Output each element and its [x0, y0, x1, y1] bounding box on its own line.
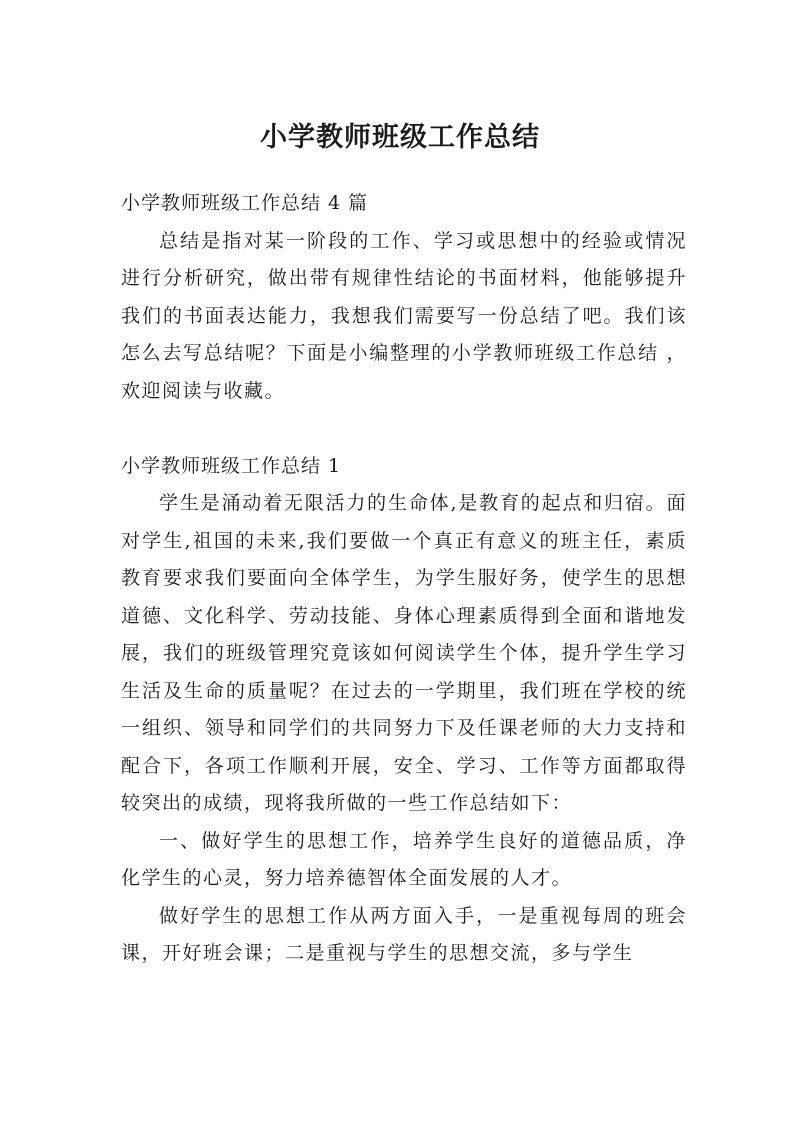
body-paragraph: 学生是涌动着无限活力的生命体,是教育的起点和归宿。面对学生,祖国的未来,我们要做一个真正有意义的班主任，素质教育要求我们要面向全体学生，为学生服好务，使学生的思想道德、文化科学、劳动技能、身体心理素质得到全面和谐地发展，我们的班级管理究竟该如何阅读学生个体，提升学生学习生活及生命的质量呢？在过去的一学期里，我们班在学校的统一组织、领导和同学们的共同努力下及任课老师的大力支持和配合下，各项工作顺利开展，安全、学习、工作等方面都取得较突出的成绩，现将我所做的一些工作总结如下： [121, 492, 687, 814]
section-heading: 小学教师班级工作总结 1 [121, 454, 342, 477]
document-title: 小学教师班级工作总结 [260, 122, 540, 154]
document-body [121, 185, 687, 973]
body-paragraph: 一、做好学生的思想工作，培养学生良好的道德品质，净化学生的心灵，努力培养德智体全面发展的人才。 [121, 829, 687, 889]
intro-paragraph: 总结是指对某一阶段的工作、学习或思想中的经验或情况进行分析研究，做出带有规律性结论的书面材料，他能够提升我们的书面表达能力，我想我们需要写一份总结了吧。我们该怎么去写总结呢？下面是小编整理的小学教师班级工作总结 ，欢迎阅读与收藏。 [121, 229, 687, 402]
body-paragraph: 做好学生的思想工作从两方面入手，一是重视每周的班会课，开好班会课；二是重视与学生的思想交流，多与学生 [121, 904, 687, 964]
section-spacer [121, 410, 687, 448]
document-subtitle: 小学教师班级工作总结 4 篇 [121, 192, 369, 214]
